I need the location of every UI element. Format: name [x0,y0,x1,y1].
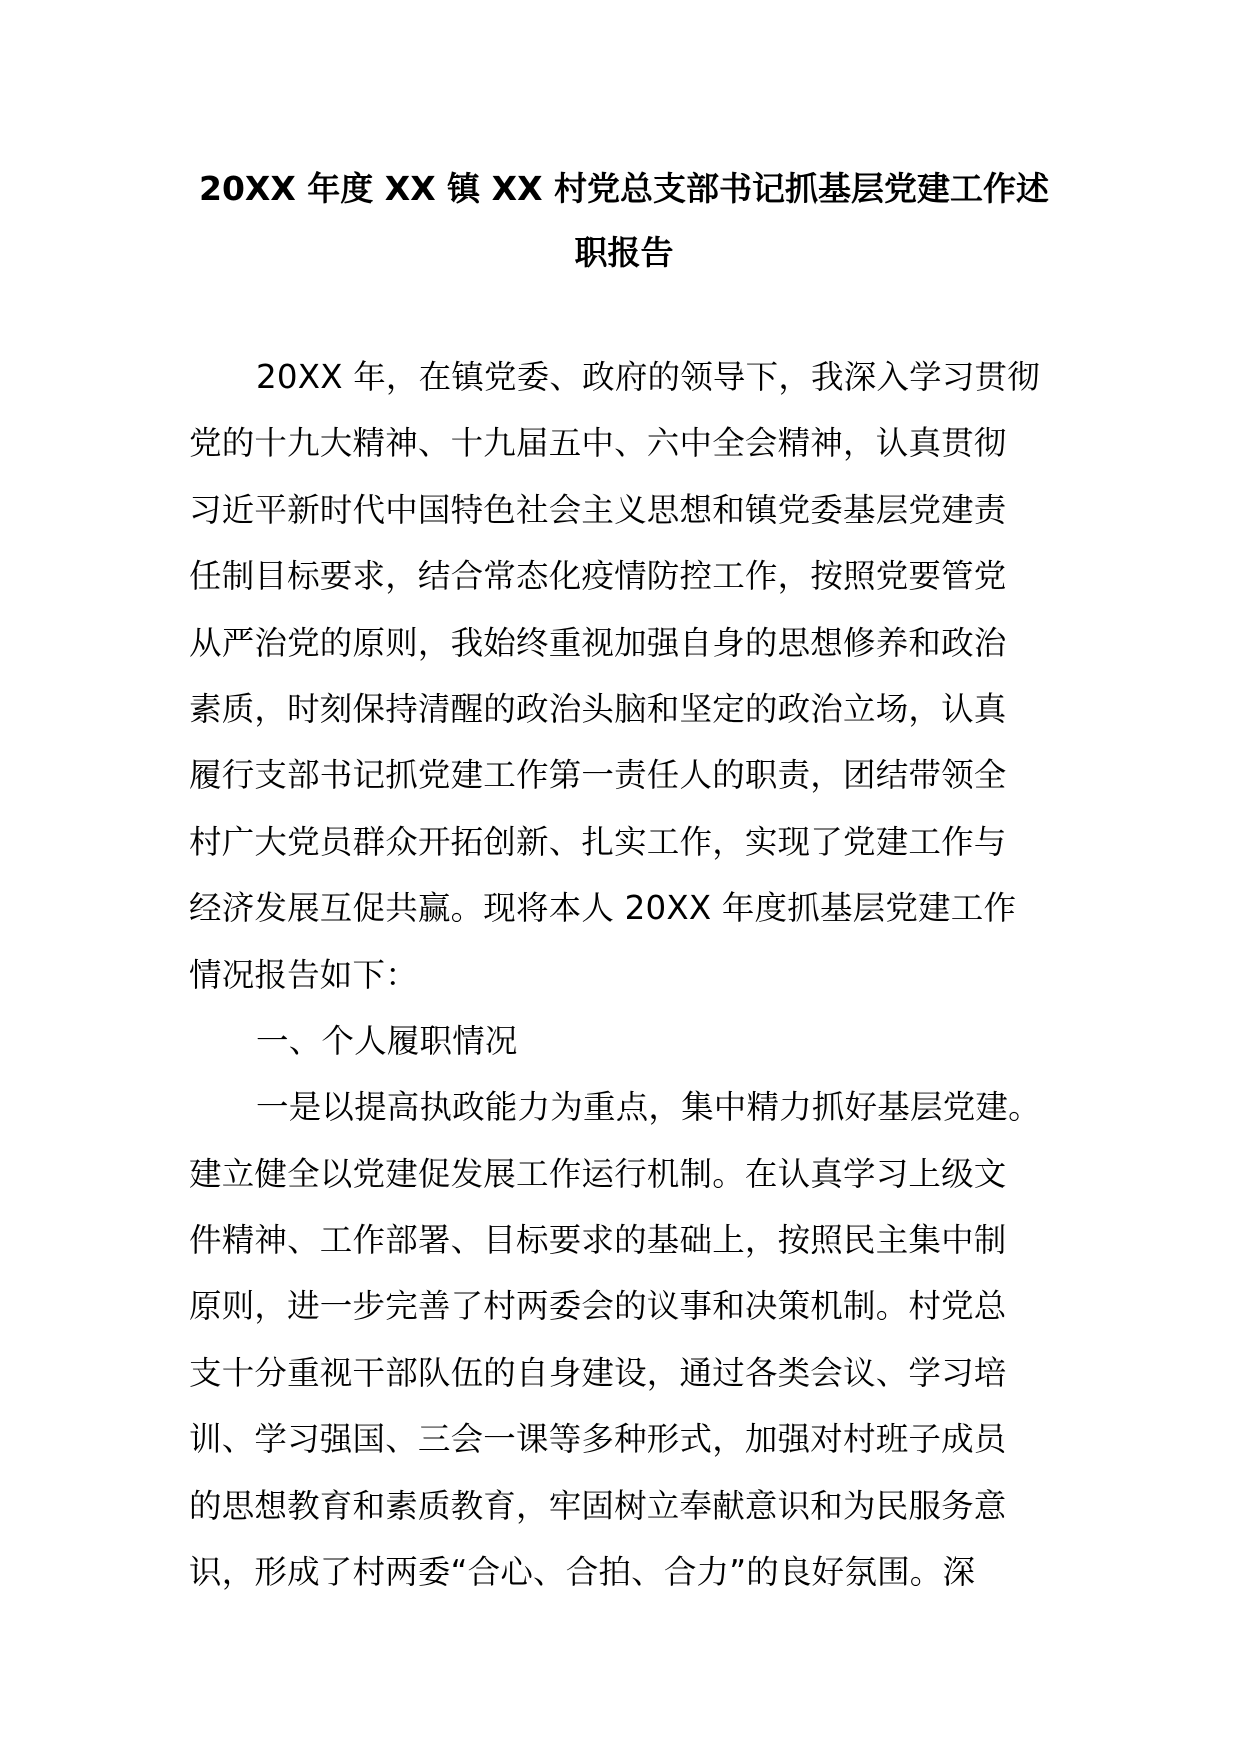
paragraph-line: 20XX 年，在镇党委、政府的领导下，我深入学习贯彻 [256,358,1040,396]
paragraph-line: 履行支部书记抓党建工作第一责任人的职责，团结带领全 [189,756,1007,795]
document-title-line-2: 职报告 [574,233,674,272]
paragraph-line: 支十分重视干部队伍的自身建设，通过各类会议、学习培 [189,1353,1007,1392]
paragraph-line: 村广大党员群众开拓创新、扎实工作，实现了党建工作与 [189,822,1007,861]
paragraph-line: 建立健全以党建促发展工作运行机制。在认真学习上级文 [189,1154,1007,1193]
paragraph-line: 经济发展互促共赢。现将本人 20XX 年度抓基层党建工作 [189,889,1017,928]
paragraph-line: 训、学习强国、三会一课等多种形式，加强对村班子成员 [189,1420,1007,1459]
paragraph-line: 素质，时刻保持清醒的政治头脑和坚定的政治立场，认真 [189,689,1007,728]
section-heading: 一、个人履职情况 [256,1021,518,1060]
paragraph-line: 党的十九大精神、十九届五中、六中全会精神，认真贯彻 [189,424,1007,463]
paragraph-line: 的思想教育和素质教育，牢固树立奉献意识和为民服务意 [189,1486,1007,1525]
paragraph-line: 任制目标要求，结合常态化疫情防控工作，按照党要管党 [189,557,1007,596]
paragraph-line: 情况报告如下： [189,955,418,994]
paragraph-line: 原则，进一步完善了村两委会的议事和决策机制。村党总 [189,1287,1007,1326]
document-body [189,344,1069,1605]
document-title-line-1: 20XX 年度 XX 镇 XX 村党总支部书记抓基层党建工作述 [198,169,1050,208]
paragraph-line: 一是以提高执政能力为重点，集中精力抓好基层党建。 [256,1088,1041,1127]
paragraph-line: 件精神、工作部署、目标要求的基础上，按照民主集中制 [189,1221,1007,1260]
paragraph-line: 识，形成了村两委“合心、合拍、合力”的良好氛围。深 [189,1553,976,1592]
paragraph-line: 从严治党的原则，我始终重视加强自身的思想修养和政治 [189,623,1007,662]
paragraph-line: 习近平新时代中国特色社会主义思想和镇党委基层党建责 [189,490,1007,529]
